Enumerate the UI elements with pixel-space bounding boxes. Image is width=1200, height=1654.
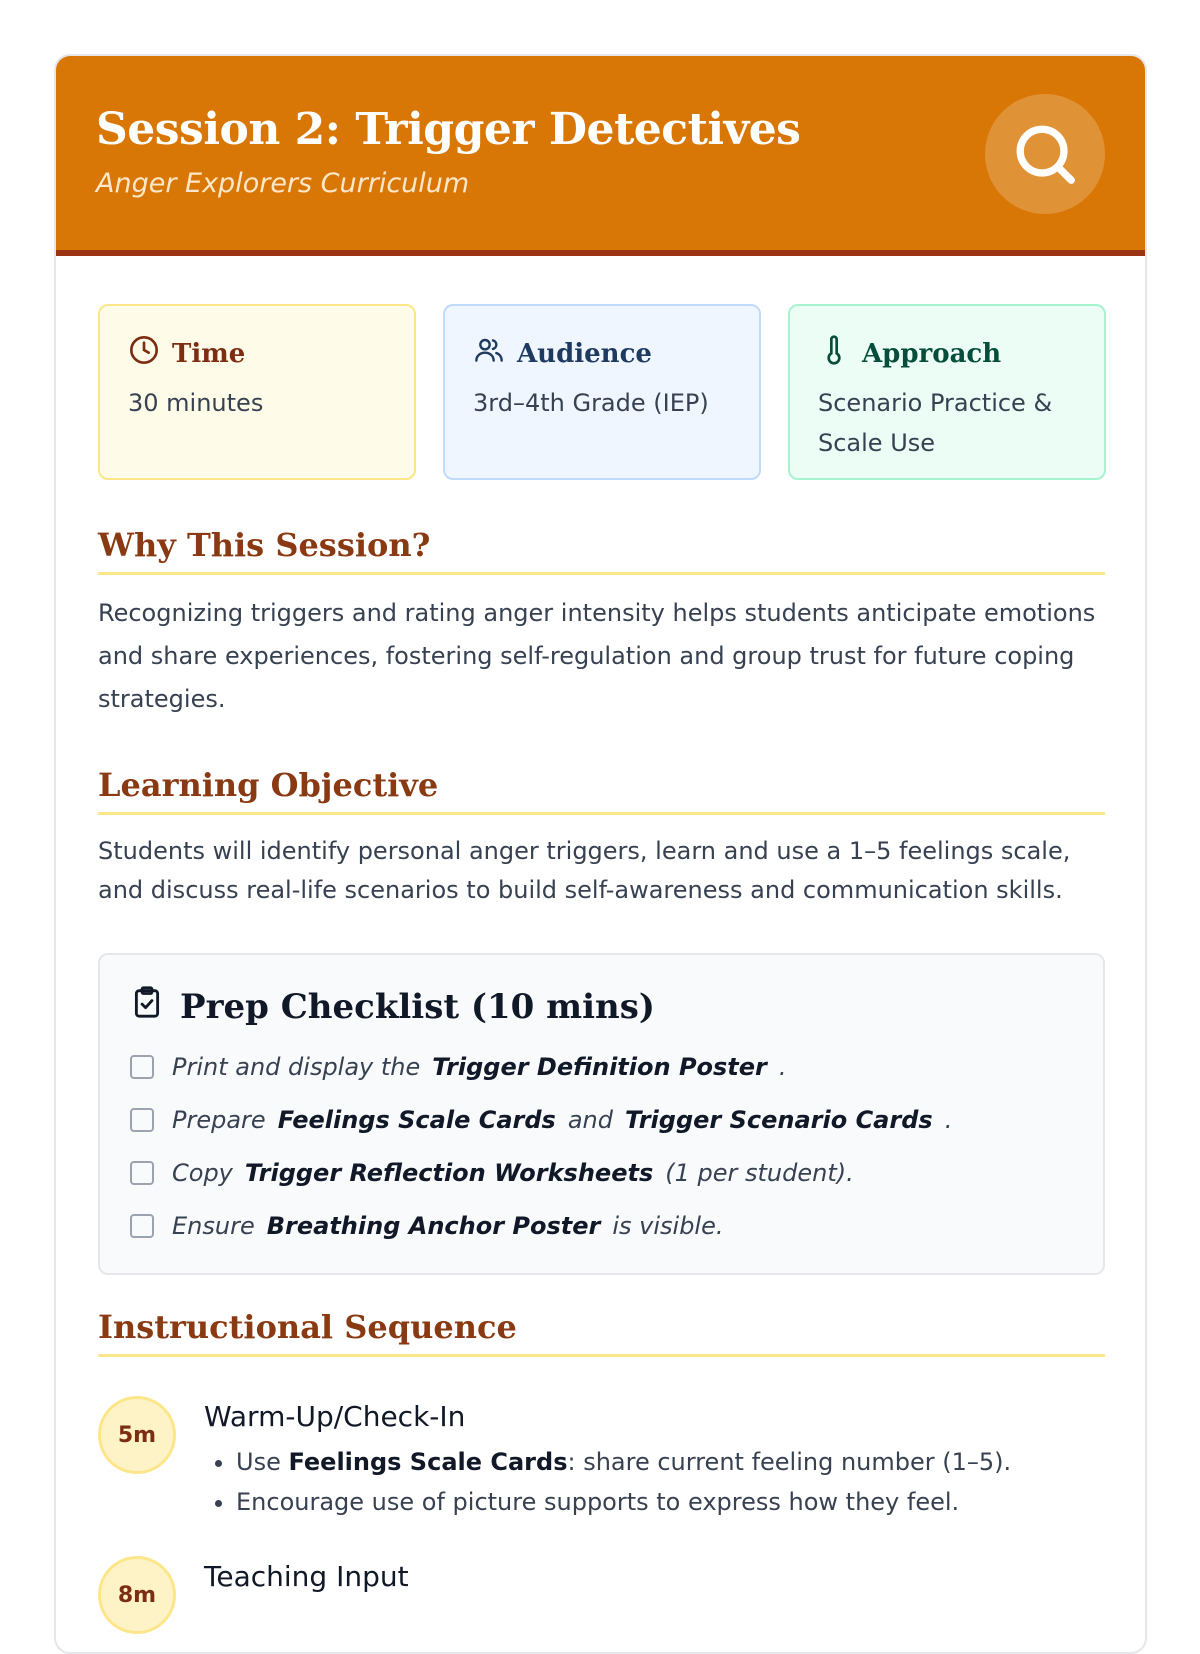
meta-card-approach [788, 304, 1106, 480]
checklist-item[interactable]: Copy Trigger Reflection Worksheets (1 per student). [130, 1159, 854, 1187]
sequence-heading: Instructional Sequence [98, 1308, 1105, 1357]
checkbox[interactable] [130, 1214, 154, 1238]
duration-badge: 5m [98, 1396, 176, 1474]
meta-label-time: Time [172, 338, 246, 369]
step-title: Warm-Up/Check-In [204, 1400, 466, 1433]
checklist-item[interactable]: Prepare Feelings Scale Cards and Trigger Scenario Cards . [130, 1106, 952, 1134]
meta-value-audience: 3rd–4th Grade (IEP) [473, 389, 709, 417]
prep-title [130, 983, 655, 1030]
meta-card-audience [443, 304, 761, 480]
curriculum-subtitle: Anger Explorers Curriculum [96, 168, 470, 199]
search-icon [985, 94, 1105, 214]
why-heading: Why This Session? [98, 526, 1105, 575]
checkbox[interactable] [130, 1161, 154, 1185]
checkbox[interactable] [130, 1108, 154, 1132]
thermometer-icon [818, 334, 850, 373]
checklist-item[interactable]: Print and display the Trigger Definition Poster . [130, 1053, 787, 1081]
step-title: Teaching Input [204, 1560, 409, 1593]
why-text: Recognizing triggers and rating anger intensity helps students anticipate emotions and share experiences, fostering self-regulation and group trust for future coping strategies. [98, 599, 1096, 713]
duration-badge: 8m [98, 1556, 176, 1634]
meta-label-audience: Audience [517, 338, 652, 369]
lesson-header [56, 56, 1145, 256]
objective-text: Students will identify personal anger triggers, learn and use a 1–5 feelings scale, and discuss real-life scenarios to build self-awareness and communication skills. [98, 837, 1071, 904]
step-bullet: • Use Feelings Scale Cards: share current feeling number (1–5). [236, 1448, 1116, 1476]
meta-label-approach: Approach [862, 338, 1002, 369]
meta-value-approach: Scenario Practice & Scale Use [818, 389, 1053, 457]
users-icon [473, 334, 505, 373]
meta-row [98, 304, 1105, 480]
meta-value-time: 30 minutes [128, 389, 264, 417]
prep-checklist [98, 953, 1105, 1275]
step-bullets [204, 1448, 1116, 1528]
clipboard-check-icon [130, 983, 164, 1030]
meta-card-time [98, 304, 416, 480]
sequence-step [98, 1556, 1105, 1608]
checklist-item[interactable]: Ensure Breathing Anchor Poster is visible. [130, 1212, 723, 1240]
sequence-step [98, 1396, 1105, 1536]
lesson-title: Session 2: Trigger Detectives [96, 104, 801, 155]
lesson-card [54, 54, 1147, 1654]
clock-icon [128, 334, 160, 373]
objective-heading: Learning Objective [98, 766, 1105, 815]
checkbox[interactable] [130, 1055, 154, 1079]
step-bullet: • Encourage use of picture supports to express how they feel. [236, 1488, 1116, 1516]
prep-title-text: Prep Checklist (10 mins) [180, 986, 655, 1027]
